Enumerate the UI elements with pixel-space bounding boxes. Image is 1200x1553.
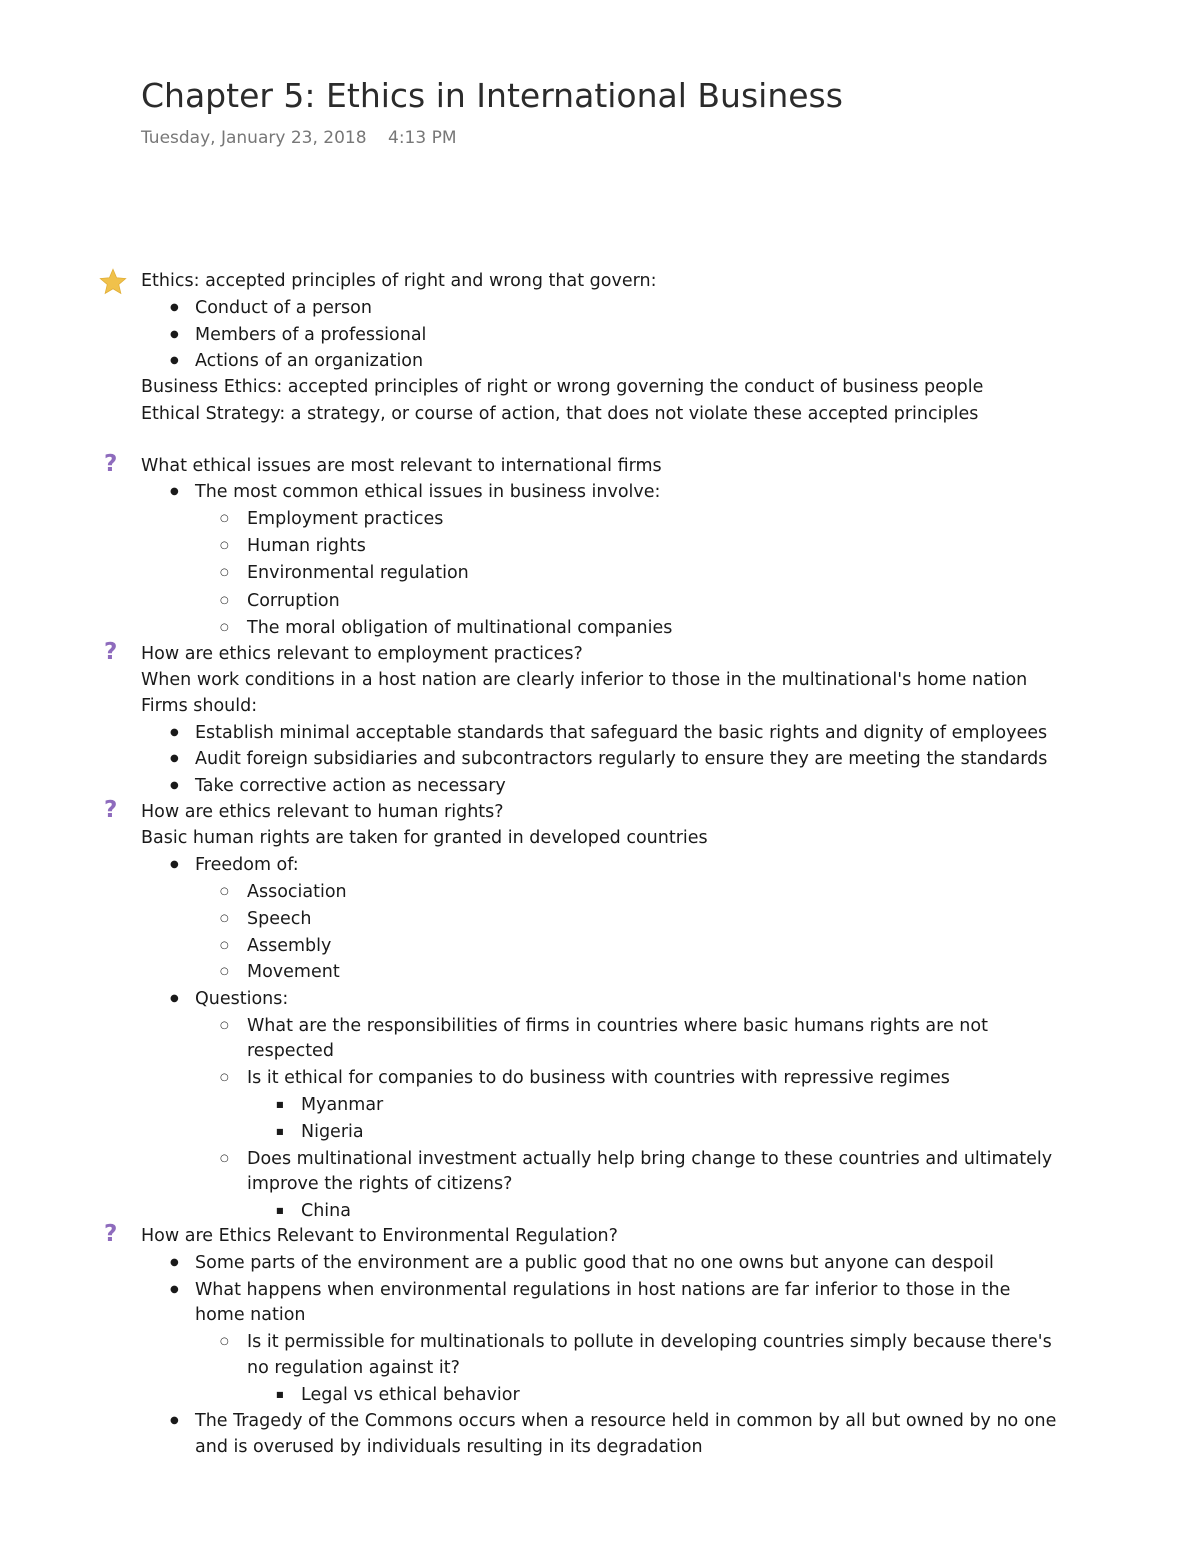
- circle-bullet-marker: ○: [220, 622, 229, 633]
- circle-bullet-marker: ○: [220, 913, 229, 924]
- question-mark-icon: ?: [104, 1221, 118, 1247]
- circle-bullet-marker: ○: [220, 567, 229, 578]
- note-timestamp: [141, 126, 457, 150]
- list-item: Conduct of a person: [195, 298, 372, 318]
- square-bullet-marker: ■: [276, 1127, 284, 1136]
- ethics-heading: Ethics: accepted principles of right and wrong that govern:: [141, 271, 657, 291]
- list-item-continuation: respected: [247, 1041, 334, 1061]
- square-bullet-marker: ■: [276, 1100, 284, 1109]
- list-item: Speech: [247, 909, 312, 929]
- text-line: When work conditions in a host nation are clearly inferior to those in the multinational's home nation: [141, 670, 1028, 690]
- square-bullet-marker: ■: [276, 1390, 284, 1399]
- question-heading: How are Ethics Relevant to Environmental Regulation?: [141, 1226, 618, 1246]
- bullet-marker: ●: [170, 859, 179, 870]
- list-item: The moral obligation of multinational companies: [247, 618, 673, 638]
- bullet-marker: ●: [170, 486, 179, 497]
- question-mark-icon: ?: [104, 797, 118, 823]
- note-time: 4:13 PM: [388, 128, 457, 148]
- text-line: Firms should:: [141, 696, 258, 716]
- list-item: Myanmar: [301, 1095, 384, 1115]
- question-mark-icon: ?: [104, 451, 118, 477]
- list-item: The Tragedy of the Commons occurs when a resource held in common by all but owned by no one: [195, 1411, 1057, 1431]
- question-heading: What ethical issues are most relevant to international firms: [141, 456, 662, 476]
- bullet-marker: ●: [170, 302, 179, 313]
- list-item: Establish minimal acceptable standards that safeguard the basic rights and dignity of employees: [195, 723, 1048, 743]
- list-item-continuation: and is overused by individuals resulting in its degradation: [195, 1437, 703, 1457]
- list-item: Legal vs ethical behavior: [301, 1385, 520, 1405]
- list-item: Human rights: [247, 536, 366, 556]
- list-item: Movement: [247, 962, 340, 982]
- list-item: Some parts of the environment are a public good that no one owns but anyone can despoil: [195, 1253, 994, 1273]
- list-item: Audit foreign subsidiaries and subcontractors regularly to ensure they are meeting the standards: [195, 749, 1048, 769]
- list-item: Does multinational investment actually help bring change to these countries and ultimately: [247, 1149, 1053, 1169]
- circle-bullet-marker: ○: [220, 540, 229, 551]
- list-item: What are the responsibilities of firms in countries where basic humans rights are not: [247, 1016, 988, 1036]
- list-item-continuation: no regulation against it?: [247, 1358, 460, 1378]
- bullet-marker: ●: [170, 753, 179, 764]
- circle-bullet-marker: ○: [220, 886, 229, 897]
- square-bullet-marker: ■: [276, 1206, 284, 1215]
- list-item-continuation: home nation: [195, 1305, 306, 1325]
- list-item: Association: [247, 882, 347, 902]
- list-item-continuation: improve the rights of citizens?: [247, 1174, 513, 1194]
- note-date: Tuesday, January 23, 2018: [141, 128, 367, 148]
- list-item: Is it ethical for companies to do business with countries with repressive regimes: [247, 1068, 950, 1088]
- bullet-marker: ●: [170, 727, 179, 738]
- list-item: Nigeria: [301, 1122, 364, 1142]
- list-item: What happens when environmental regulations in host nations are far inferior to those in the: [195, 1280, 1011, 1300]
- list-item: Actions of an organization: [195, 351, 424, 371]
- circle-bullet-marker: ○: [220, 966, 229, 977]
- list-item: Take corrective action as necessary: [195, 776, 506, 796]
- list-item: Corruption: [247, 591, 340, 611]
- list-item: Members of a professional: [195, 325, 427, 345]
- circle-bullet-marker: ○: [220, 1020, 229, 1031]
- list-item: Questions:: [195, 989, 289, 1009]
- bullet-marker: ●: [170, 355, 179, 366]
- bullet-marker: ●: [170, 780, 179, 791]
- list-item: Environmental regulation: [247, 563, 469, 583]
- list-item: Assembly: [247, 936, 332, 956]
- bullet-marker: ●: [170, 993, 179, 1004]
- page-title: Chapter 5: Ethics in International Business: [141, 76, 843, 115]
- bullet-marker: ●: [170, 1257, 179, 1268]
- circle-bullet-marker: ○: [220, 940, 229, 951]
- list-item: The most common ethical issues in business involve:: [195, 482, 661, 502]
- list-item: Freedom of:: [195, 855, 299, 875]
- question-mark-icon: ?: [104, 639, 118, 665]
- bullet-marker: ●: [170, 1415, 179, 1426]
- list-item: China: [301, 1201, 351, 1221]
- circle-bullet-marker: ○: [220, 1336, 229, 1347]
- list-item: Is it permissible for multinationals to pollute in developing countries simply because there's: [247, 1332, 1052, 1352]
- circle-bullet-marker: ○: [220, 595, 229, 606]
- question-heading: How are ethics relevant to employment practices?: [141, 644, 583, 664]
- ethical-strategy-definition: Ethical Strategy: a strategy, or course of action, that does not violate these accepted principles: [141, 404, 979, 424]
- circle-bullet-marker: ○: [220, 1072, 229, 1083]
- circle-bullet-marker: ○: [220, 513, 229, 524]
- bullet-marker: ●: [170, 329, 179, 340]
- text-line: Basic human rights are taken for granted in developed countries: [141, 828, 708, 848]
- business-ethics-definition: Business Ethics: accepted principles of right or wrong governing the conduct of business people: [141, 377, 984, 397]
- list-item: Employment practices: [247, 509, 444, 529]
- bullet-marker: ●: [170, 1284, 179, 1295]
- circle-bullet-marker: ○: [220, 1153, 229, 1164]
- question-heading: How are ethics relevant to human rights?: [141, 802, 504, 822]
- star-icon: [98, 267, 128, 297]
